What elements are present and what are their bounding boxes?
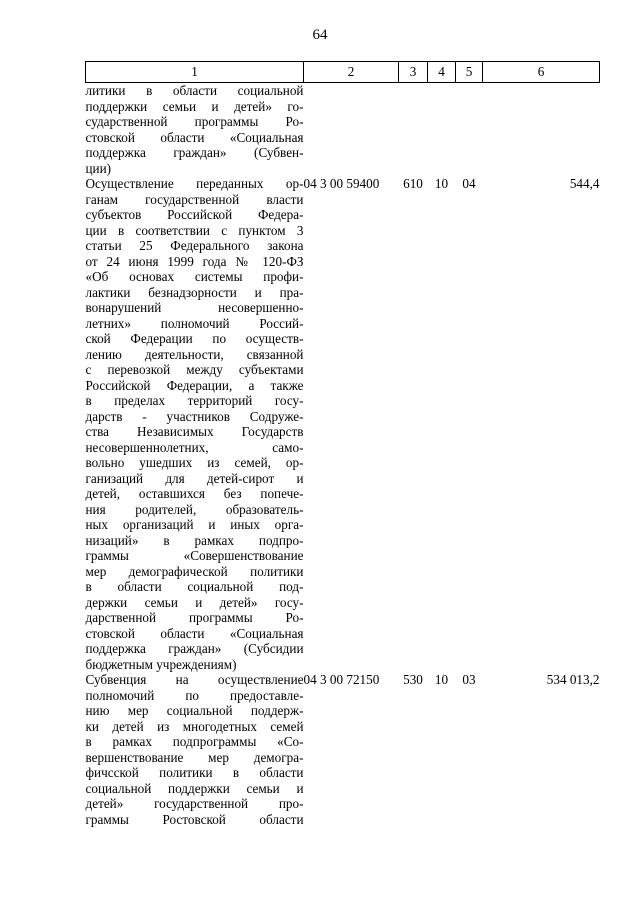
header-col-5: 5 xyxy=(456,62,483,83)
description-line: ской Федерации по осуществ- xyxy=(85,331,304,346)
description-line: сударственной программы Ро- xyxy=(85,114,304,129)
description-line: в области социальной под- xyxy=(85,579,304,594)
description-line: литики в области социальной xyxy=(85,83,304,98)
description-line: ганам государственной власти xyxy=(85,191,304,207)
description-line: несовершеннолетних, само- xyxy=(85,439,304,455)
description-line: полномочий по предоставле- xyxy=(85,687,304,703)
table-row xyxy=(86,83,600,177)
row-code: 04 3 00 59400 xyxy=(303,176,380,191)
header-col-6: 6 xyxy=(483,62,600,83)
description-line: детей» государственной про- xyxy=(85,796,304,811)
description-line: ции) xyxy=(85,160,112,176)
row-col5: 03 xyxy=(462,672,476,687)
description-line: ства Независимых Государств xyxy=(85,424,304,439)
description-line: ки детей из многодетных семей xyxy=(85,718,304,734)
description-line: статьи 25 Федерального закона xyxy=(85,238,304,253)
row-col4: 10 xyxy=(434,176,449,191)
page-number: 64 xyxy=(312,27,328,43)
description-line: лактики безнадзорности и пра- xyxy=(85,284,304,300)
description-line: бюджетным учреждениям) xyxy=(85,656,237,672)
header-col-2: 2 xyxy=(304,62,399,83)
row-col3: 610 xyxy=(403,176,423,191)
description-line: ных организаций и иных орга- xyxy=(85,517,304,532)
description-line: летних» полномочий Россий- xyxy=(85,315,304,331)
description-line: фичсской политики в области xyxy=(85,765,304,780)
row-description xyxy=(86,83,304,177)
description-line: ции в соответствии с пунктом 3 xyxy=(85,222,304,238)
table-row xyxy=(86,176,600,672)
description-line: стовской области «Социальная xyxy=(85,625,304,641)
description-line: стовской области «Социальная xyxy=(85,129,304,145)
description-line: социальной поддержки семьи и xyxy=(85,780,304,796)
description-line: ния родителей, образователь- xyxy=(85,501,304,517)
row-col3: 530 xyxy=(403,672,423,687)
description-line: дарственной программы Ро- xyxy=(85,610,304,625)
row-amount: 544,4 xyxy=(569,176,600,191)
row-code: 04 3 00 72150 xyxy=(303,672,380,687)
row-description xyxy=(86,176,304,672)
row-description xyxy=(86,672,304,827)
header-col-4: 4 xyxy=(428,62,456,83)
description-line: поддержка граждан» (Субсидии xyxy=(85,641,304,656)
description-line: держки семьи и детей» госу- xyxy=(85,594,304,610)
description-line: граммы «Совершенствование xyxy=(85,548,304,563)
row-code xyxy=(304,83,399,177)
header-col-3: 3 xyxy=(399,62,428,83)
description-line: поддержка граждан» (Субвен- xyxy=(85,145,304,160)
description-line: Субвенция на осуществление xyxy=(85,672,304,687)
description-line: лению деятельности, связанной xyxy=(85,346,304,362)
row-col4: 10 xyxy=(434,672,449,687)
budget-table xyxy=(85,61,600,827)
description-line: низаций» в рамках подпро- xyxy=(85,532,304,548)
description-line: нию мер социальной поддерж- xyxy=(85,703,304,718)
row-col5 xyxy=(456,83,483,177)
row-amount: 534 013,2 xyxy=(546,672,600,687)
description-line: Российской Федерации, а также xyxy=(85,377,304,393)
description-line: вонарушений несовершенно- xyxy=(85,300,304,315)
description-line: граммы Ростовской области xyxy=(85,811,304,827)
row-col5: 04 xyxy=(462,176,476,191)
description-line: от 24 июня 1999 года № 120-ФЗ xyxy=(85,253,304,269)
description-line: вершенствование мер демогра- xyxy=(85,749,304,765)
row-col4 xyxy=(428,83,456,177)
description-line: детей, оставшихся без попече- xyxy=(85,486,304,501)
description-line: вольно ушедших из семей, ор- xyxy=(85,455,304,470)
description-line: субъектов Российской Федера- xyxy=(85,207,304,222)
description-line: в пределах территорий госу- xyxy=(85,393,304,408)
row-col3 xyxy=(399,83,428,177)
description-line: мер демографической политики xyxy=(85,563,304,579)
header-col-1: 1 xyxy=(86,62,304,83)
description-line: с перевозкой между субъектами xyxy=(85,362,304,377)
table-header-row xyxy=(86,62,600,83)
row-amount xyxy=(483,83,600,177)
description-line: дарств - участников Содруже- xyxy=(85,408,304,424)
description-line: ганизаций для детей-сирот и xyxy=(85,470,304,486)
description-line: «Об основах системы профи- xyxy=(85,269,304,284)
description-line: Осуществление переданных ор- xyxy=(85,176,304,191)
description-line: поддержки семьи и детей» го- xyxy=(85,98,304,114)
description-line: в рамках подпрограммы «Со- xyxy=(85,734,304,749)
table-row xyxy=(86,672,600,827)
